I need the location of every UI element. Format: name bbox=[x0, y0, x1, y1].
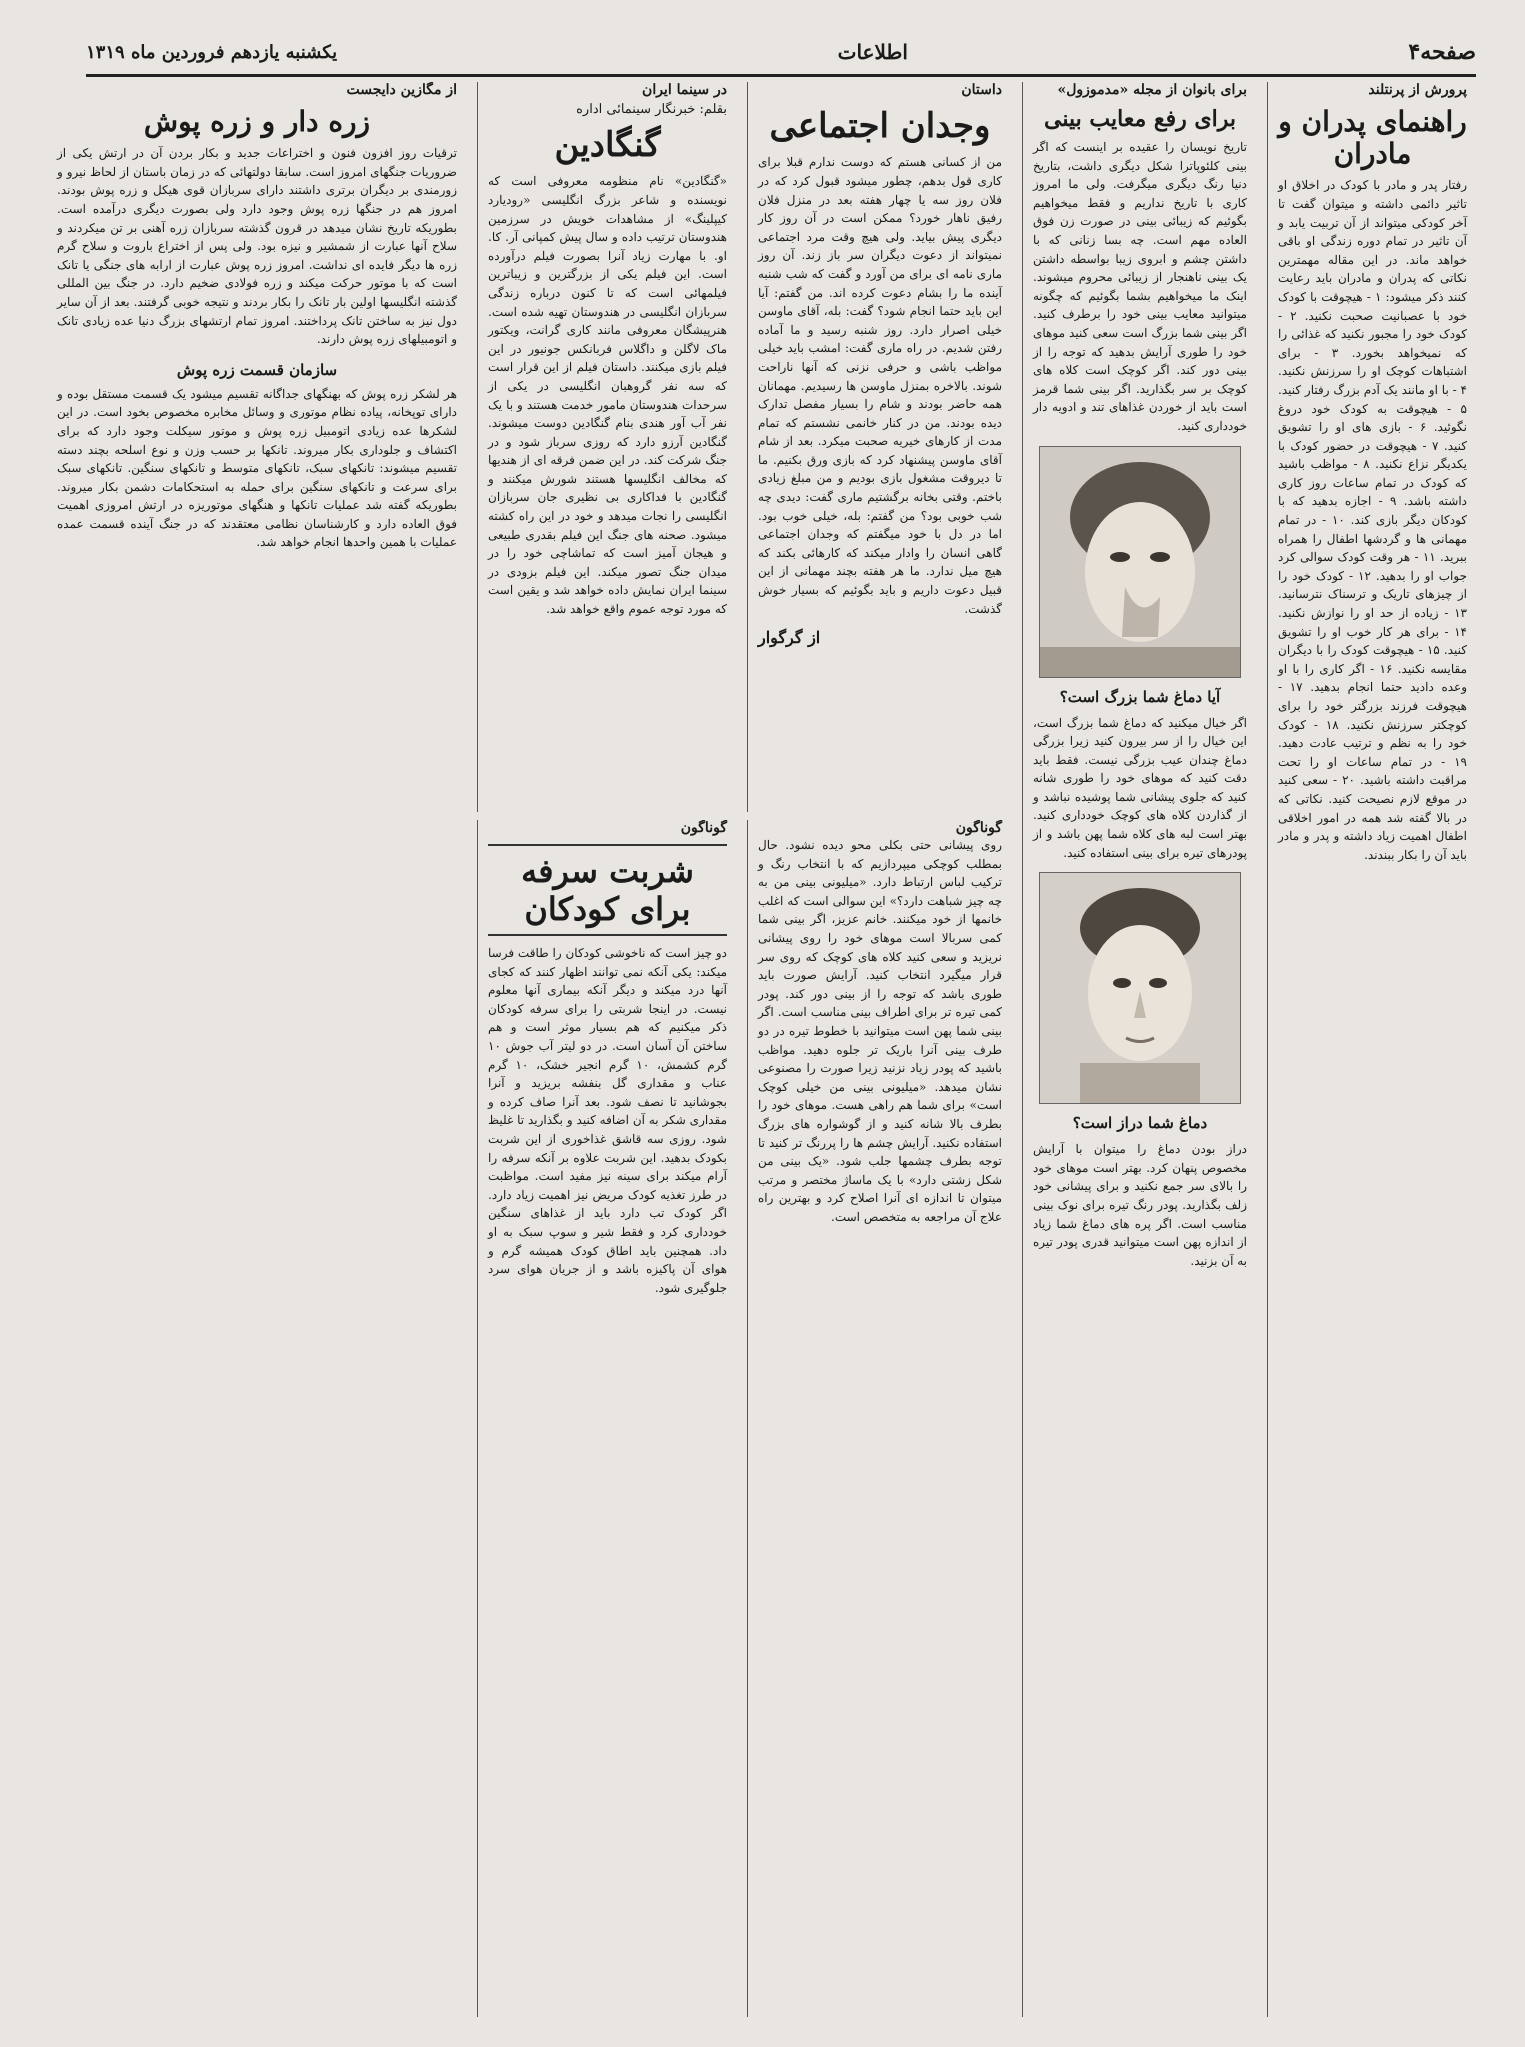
column-kicker: در سینما ایران bbox=[642, 82, 727, 98]
column-cough-syrup bbox=[477, 820, 737, 2017]
page-header bbox=[86, 30, 1476, 77]
column-parenting bbox=[1267, 82, 1477, 2017]
column-kicker: گوناگون bbox=[680, 820, 727, 836]
column-beauty bbox=[1022, 82, 1257, 2017]
article-title-story: وجدان اجتماعی bbox=[769, 106, 991, 146]
photo-caption-big-nose: آیا دماغ شما بزرگ است؟ bbox=[1059, 687, 1221, 706]
column-story bbox=[747, 82, 1012, 812]
column-kicker: برای بانوان از مجله «مدموزول» bbox=[1057, 82, 1247, 98]
newspaper-name: اطلاعات bbox=[837, 40, 908, 64]
woman-portrait-photo-1 bbox=[1039, 446, 1241, 678]
article-body-story: من از کسانی هستم که دوست ندارم قبلا برای کاری قول بدهم، چطور میشود قبول کرد که در فلان روز سه یا چهار هفته بعد در منزل فلان رفیق ناهار خورد؟ ممکن است در آن روز کار دیگری پیش بیاید. ولی هیچ وقت مرد اجتماعی نمیتواند از دعوت دیگران سر باز زند. آن روز ماری نامه ای برای من آورد و گفت که شب شنبه آینده ما را بشام دعوت کرده اند. من گفتم: آیا این باید حتما انجام شود؟ گفت: بله، آقای ماوسن خیلی اصرار دارد. روز شنبه رسید و ما آماده رفتن شدیم. در راه ماری گفت: امشب باید خیلی مواظب باشی و حرفی نزنی که آنها ناراحت شوند. بالاخره بمنزل ماوسن ها رسیدیم. مهمانان همه حاضر بودند و شام را بسیار مفصل تدارک دیده بودند. من در کنار خانمی نشستم که تمام مدت از کارهای خیریه صحبت میکرد. بعد از شام آقای ماوسن پیشنهاد کرد که بازی ورق بکنیم. ما تا دیروقت مشغول بازی بودیم و من مبلغ زیادی باختم. وقتی بخانه برگشتیم ماری گفت: دیدی چه شب خوبی بود؟ من گفتم: بله، خیلی خوب بود. اما در دل با خود میگفتم که وجدان اجتماعی گاهی انسان را وادار میکند که کارهائی بکند که هیچ میل ندارد. ما هر هفته بچند مهمانی از این قبیل دعوت داریم و باید بگوئیم که بسیار خوش گذشت. bbox=[758, 155, 1002, 616]
article-byline: بقلم: خبرنگار سینمائی اداره bbox=[576, 102, 727, 117]
article-body-beauty-bottom: دراز بودن دماغ را میتوان با آرایش مخصوص پنهان کرد. بهتر است موهای خود را بالای سر جمع نکنید و برای پیشانی خود زلف بگذارید. پودر رنگ تیره برای نوک بینی مناسب است. اگر پره های دماغ شما زیاد از اندازه پهن است میتوانید قدری پودر تیره به آن بزنید. bbox=[1033, 1142, 1247, 1268]
column-beauty-continued bbox=[747, 820, 1012, 2017]
column-cinema bbox=[477, 82, 737, 812]
column-kicker: داستان bbox=[961, 82, 1002, 98]
article-title-cough-syrup: شربت سرفه برای کودکان bbox=[488, 844, 727, 936]
issue-date: یکشنبه یازدهم فروردین ماه ۱۳۱۹ bbox=[86, 41, 338, 63]
column-kicker: پرورش از پرنتلند bbox=[1368, 82, 1467, 98]
article-title-armour: زره دار و زره پوش bbox=[143, 105, 371, 138]
photo-caption-long-nose: دماغ شما دراز است؟ bbox=[1072, 1114, 1208, 1133]
article-title-parenting: راهنمای پدران و مادران bbox=[1278, 105, 1467, 171]
woman-portrait-photo-2 bbox=[1039, 872, 1241, 1104]
article-body-parenting: رفتار پدر و مادر با کودک در اخلاق او تاثیر دائمی داشته و میتوان گفت تا آخر کودکی میتواند از آن تربیت یابد و آن تاثیر در تمام دوره زندگی او باقی خواهد ماند. در این مقاله مهمترین نکاتی که پدران و مادران باید رعایت کنند ذکر میشود: ۱ - هیچوقت با کودک خود با عصبانیت صحبت نکنید. ۲ - کودک خود را مجبور نکنید که غذائی را که نمیخواهد بخورد. ۳ - برای اشتباهات کوچک او را سرزنش نکنید. ۴ - با او مانند یک آدم بزرگ رفتار کنید. ۵ - هیچوقت به کودک خود دروغ نگوئید. ۶ - بازی های او را تشویق کنید. ۷ - هیچوقت در حضور کودک با یکدیگر نزاع نکنید. ۸ - مواظب باشید که کودک در تمام ساعات روز کاری داشته باشد. ۹ - اجازه بدهید که با کودکان دیگر بازی کند. ۱۰ - در تمام مهمانی ها و گردشها اطفال را همراه ببرید. ۱۱ - هر وقت کودک سوالی کرد جواب او را بدهید. ۱۲ - کودک خود را از چیزهای تاریک و ترسناک نترسانید. ۱۳ - زیاده از حد او را نوازش نکنید. ۱۴ - برای هر کار خوب او را تشویق کنید. ۱۵ - هیچوقت کودک را با دیگران مقایسه نکنید. ۱۶ - اگر کاری را با او وعده دادید حتما انجام بدهید. ۱۷ - هیچوقت فرزند بزرگتر خود را برای کوچکتر سرزنش نکنید. ۱۸ - کودک خود را به نظم و ترتیب عادت دهید. ۱۹ - در تمام ساعات او را تحت مراقبت داشته باشید. ۲۰ - سعی کنید در موقع لازم نصیحت کنید. نکاتی که در بالا گفته شد همه در امور اخلاقی اطفال اهمیت زیاد داشته و پدر و مادر باید آن را بکار ببندند. bbox=[1278, 178, 1468, 862]
story-author: از گرگوار bbox=[758, 628, 821, 648]
article-body-armour: ترقیات روز افزون فنون و اختراعات جدید و بکار بردن آن در ارتش یکی از ضروریات جنگهای امروز است. سابقا دولتهائی که در زمان باستان از لحاظ نیرو و زورمندی بر دیگران برتری داشتند دارای سربازان قوی هیکل و زره پوش بودند. امروز هم در جنگها زره پوش وجود دارد ولی بصورت دیگری درآمده است. بطوریکه تاریخ نشان میدهد در قرون گذشته سربازان زره آهنی بر تن میکردند و سلاح آنها عبارت از شمشیر و نیزه بود. ولی پس از اختراع باروت و سلاح گرم زره ها دیگر فایده ای نداشت. امروز زره پوش عبارت از ارابه های جنگی یا تانک است که با موتور حرکت میکند و زره فولادی ضخیم دارد. در جنگ بین المللی گذشته انگلیسها اولین بار تانک را بکار بردند و نتیجه خوبی گرفتند. بعد از آن سایر دول نیز به ساختن تانک پرداختند. امروز تمام ارتشهای بزرگ دنیا عده زیادی تانک و اتومبیلهای زره پوش دارند. bbox=[57, 146, 458, 347]
article-body-beauty-continued: روی پیشانی حتی بکلی محو دیده نشود. حال بمطلب کوچکی میپردازیم که با انتخاب رنگ و ترکیب لباس ارتباط دارد. «میلیونی بینی من به چه چیز شباهت دارد؟» این سوالی است که اغلب خانمها از خود میکنند. خانم عزیز، اگر بینی شما کمی سربالا است موهای خود را روی پیشانی نریزید و سعی کنید کلاه های کوچک که روی سر قرار میگیرد انتخاب کنید. آرایش صورت باید طوری باشد که توجه را از بینی دور کند. پودر کمی تیره تر برای اطراف بینی مناسب است. اگر بینی شما پهن است میتوانید با خطوط تیره در دو طرف بینی آنرا باریک تر جلوه دهید. مواظب باشید که پودر زیاد نزنید زیرا صورت را مصنوعی نشان میدهد. «میلیونی بینی من خیلی کوچک است» برای شما هم راهی هست. موهای خود را بطرف بالا شانه کنید و از گوشواره های بزرگ استفاده نکنید. آرایش چشم ها را پررنگ تر کنید تا توجه بطرف چشمها جلب شود. «یک بینی من شکل زشتی دارد» با یک ماساژ مختصر و مرتب میتوان تا اندازه ای آنرا اصلاح کرد و بهترین راه علاج آن مراجعه به متخصص است. bbox=[758, 838, 1002, 1224]
column-armour bbox=[47, 82, 467, 2017]
page-number: صفحه۴ bbox=[1408, 39, 1476, 65]
article-body-beauty-top: تاریخ نویسان را عقیده بر اینست که اگر بینی کلئوپاترا شکل دیگری داشت، بتاریخ دنیا رنگ دیگری میگرفت. ولی ما امروز کاری با تاریخ نداریم و فقط میخواهیم بگوئیم که زیبائی بینی در صورت زن فوق العاده مهم است. چه بسا زنانی که با داشتن چشم و ابروی زیبا بواسطه داشتن یک بینی ناهنجار از زیبائی محروم میشوند. اینک ما میخواهیم بشما بگوئیم که چگونه میتوانید معایب بینی خود را برطرف کنید. اگر بینی شما بزرگ است سعی کنید موهای خود را طوری آرایش بدهید که توجه را از بینی دور کند. اگر کوچک است کلاه های کوچک بر سر بگذارید. اگر بینی شما قرمز است باید از خوردن غذاهای تند و ادویه دار خودداری کنید. bbox=[1033, 140, 1247, 433]
article-body-cough-syrup: دو چیز است که ناخوشی کودکان را طاقت فرسا میکند: یکی آنکه نمی توانند اظهار کنند که کجای آنها درد میکند و دیگر آنکه بیماری آنها معلوم نیست. در اینجا شربتی را برای سرفه کودکان ذکر میکنیم که هم بسیار موثر است و هم ساختن آن آسان است. در دو لیتر آب جوش ۱۰ گرم کشمش، ۱۰ گرم انجیر خشک، ۱۰ گرم عناب و مقداری گل بنفشه بریزید و آنرا بجوشانید تا نصف شود. بعد آنرا صاف کرده و مقداری شکر به آن اضافه کنید و بگذارید تا غلیظ شود. روزی سه قاشق غذاخوری از این شربت بکودک بدهید. این شربت علاوه بر آنکه سرفه را آرام میکند برای سینه نیز مفید است. مواظبت در طرز تغذیه کودک مریض نیز اهمیت زیاد دارد. اگر کودک تب دارد باید از غذاهای سنگین خودداری کرد و فقط شیر و سوپ سبک به او داد. همچنین باید اطاق کودک همیشه گرم و هوای آن پاکیزه باشد و از جریان هوای سرد جلوگیری شود. bbox=[488, 946, 728, 1295]
article-title-cinema: گنگادین bbox=[554, 125, 661, 165]
article-subhead-armour: سازمان قسمت زره پوش bbox=[176, 360, 338, 379]
column-kicker: گوناگون bbox=[955, 820, 1002, 836]
article-body-beauty-mid: اگر خیال میکنید که دماغ شما بزرگ است، این خیال را از سر بیرون کنید زیرا بزرگی دماغ چندان عیب بزرگی نیست. فقط باید دقت کنید که موهای خود را طوری شانه کنید که جلوی پیشانی شما پوشیده نباشد و از گذاردن کلاه های کوچک خودداری کنید. بهتر است لبه های کلاه شما پهن باشد و از پودرهای تیره برای بینی استفاده کنید. bbox=[1033, 715, 1247, 860]
article-body-armour-2: هر لشکر زره پوش که بهنگهای جداگانه تقسیم میشود یک قسمت مستقل بوده و دارای توپخانه، پیاده نظام موتوری و وسائل مخابره مخصوص بخود است. در این لشکرها عده زیادی اتومبیل زره پوش و موتور سیکلت وجود دارد که برای اکتشاف و جلوداری بکار میروند. تانکها بر حسب وزن و نوع اسلحه بچند دسته تقسیم میشوند: تانکهای سبک، تانکهای متوسط و تانکهای سنگین. تانکهای سبک برای سرعت و تانکهای سنگین برای حمله به استحکامات دشمن بکار میروند. بطوریکه گفته شد عملیات تانکها و هنگهای موتوریزه در ارتش امروزی اهمیت فوق العاده دارد و کارشناسان نظامی معتقدند که در جنگ آینده قسمت عمده عملیات با همین واحدها انجام خواهد شد. bbox=[57, 386, 457, 550]
article-title-beauty: برای رفع معایب بینی bbox=[1044, 106, 1236, 132]
article-body-cinema: «گنگادین» نام منظومه معروفی است که نویسنده و شاعر بزرگ انگلیسی «رودیارد کیپلینگ» از مشاهدات خویش در سرزمین هندوستان ترتیب داده و سال پیش کمپانی آر. کا. او. با مهارت زیاد آنرا بصورت فیلم درآورده است. این فیلم یکی از بزرگترین و زیباترین فیلمهائی است که تا کنون درباره زندگی سربازان انگلیسی در هندوستان تهیه شده است. هنرپیشگان معروفی مانند کاری گرانت، ویکتور ماک لاگلن و داگلاس فربانکس جونیور در این فیلم بازی میکنند. داستان فیلم از این قرار است که سه نفر گروهبان انگلیسی در یکی از سرحدات هندوستان مامور خدمت هستند و با یک نفر آب آور هندی بنام گنگادین دوست میشوند. گنگادین آرزو دارد که روزی سرباز شود و در جنگ شرکت کند. در این ضمن فرقه ای از هندیها که مخالف انگلیسها هستند شورش میکنند و گنگادین با فداکاری بی نظیری جان سربازان انگلیسی را نجات میدهد و خود در این راه کشته میشود. صحنه های جنگ این فیلم بقدری طبیعی و هیجان آمیز است که تماشاچی خود را در میدان جنگ تصور میکند. این فیلم بزودی در سینما ایران نمایش داده خواهد شد و یقین است که مورد توجه عموم واقع خواهد شد. bbox=[488, 174, 727, 617]
column-kicker: از مگازین دایجست bbox=[346, 82, 457, 98]
